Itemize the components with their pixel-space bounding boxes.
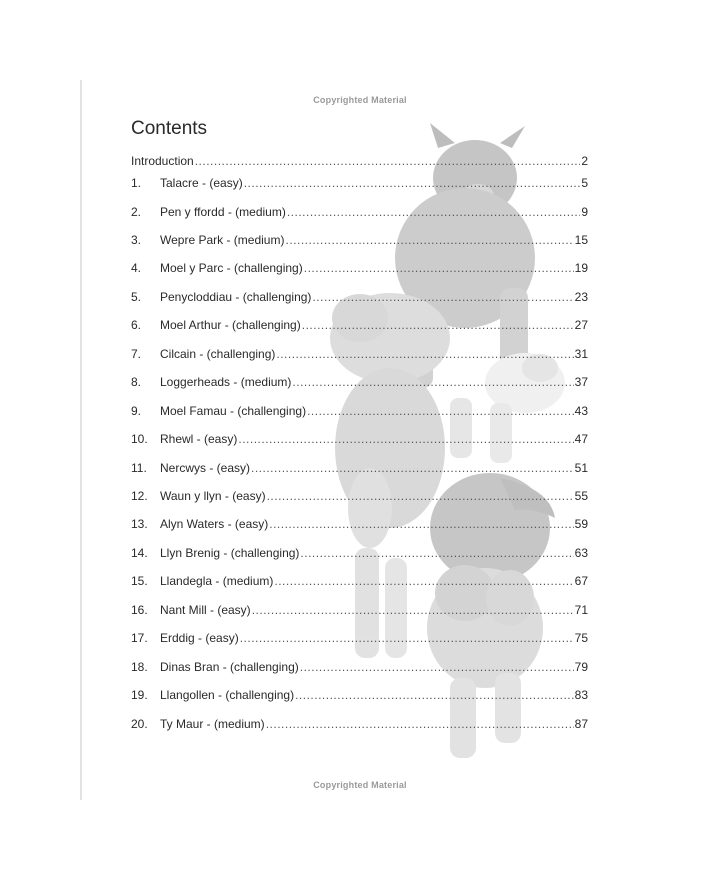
dot-leader — [295, 688, 574, 702]
toc-entry[interactable] — [131, 574, 588, 592]
toc-entry-number: 9. — [131, 403, 142, 418]
dot-leader — [285, 233, 573, 247]
toc-entry-number: 5. — [131, 289, 142, 304]
toc-entry-number: 3. — [131, 232, 142, 247]
dot-leader — [292, 375, 573, 389]
toc-entry-page: 75 — [574, 631, 588, 646]
toc-entry-title: Nant Mill - (easy) — [160, 602, 251, 617]
toc-entry-title: Loggerheads - (medium) — [160, 375, 292, 390]
dot-leader — [238, 432, 573, 446]
toc-entry-page: 37 — [574, 375, 588, 390]
toc-entry-page: 27 — [574, 318, 588, 333]
dot-leader — [307, 404, 574, 418]
dot-leader — [266, 717, 574, 731]
toc-entry[interactable] — [131, 432, 588, 450]
toc-entry-number: 10. — [131, 432, 148, 447]
dot-leader — [252, 603, 574, 617]
toc-entry-page: 79 — [574, 659, 588, 674]
toc-entry-title: Penycloddiau - (challenging) — [160, 289, 312, 304]
toc-entry-title: Wepre Park - (medium) — [160, 232, 285, 247]
toc-entry[interactable] — [131, 603, 588, 621]
toc-entry-number: 6. — [131, 318, 142, 333]
toc-entry-title: Cilcain - (challenging) — [160, 346, 276, 361]
dot-leader — [300, 660, 574, 674]
toc-entry-number: 16. — [131, 602, 148, 617]
toc-entry-number: 8. — [131, 375, 142, 390]
dot-leader — [302, 318, 574, 332]
dot-leader — [240, 631, 574, 645]
toc-entry-title: Moel Famau - (challenging) — [160, 403, 307, 418]
toc-entry-page: 15 — [574, 232, 588, 247]
toc-entry-page: 2 — [581, 154, 588, 168]
toc-entry-page: 23 — [574, 289, 588, 304]
toc-entry-number: 19. — [131, 688, 148, 703]
toc-entry-page: 31 — [574, 346, 588, 361]
contents-title: Contents — [131, 118, 208, 139]
toc-entry-title: Dinas Bran - (challenging) — [160, 659, 299, 674]
toc-entry-title: Llandegla - (medium) — [160, 574, 274, 589]
toc-entry-title: Llangollen - (challenging) — [160, 688, 295, 703]
toc-entry-page: 67 — [574, 574, 588, 589]
dot-leader — [312, 290, 573, 304]
toc-entry-title: Waun y llyn - (easy) — [160, 488, 266, 503]
toc-entry-title: Introduction — [131, 154, 194, 168]
dot-leader — [251, 461, 574, 475]
dot-leader — [267, 489, 574, 503]
toc-entry[interactable] — [131, 631, 588, 649]
toc-entry-title: Moel Arthur - (challenging) — [160, 318, 301, 333]
toc-entry[interactable] — [131, 517, 588, 535]
toc-entry-number: 20. — [131, 716, 148, 731]
toc-entry-page: 47 — [574, 432, 588, 447]
toc-entry[interactable] — [131, 717, 588, 735]
toc-entry-page: 71 — [574, 602, 588, 617]
toc-entry-title: Nercwys - (easy) — [160, 460, 251, 475]
toc-entry-title: Erddig - (easy) — [160, 631, 239, 646]
toc-entry-number: 12. — [131, 488, 148, 503]
toc-entry[interactable] — [131, 176, 588, 194]
toc-entry[interactable] — [131, 290, 588, 308]
dot-leader — [300, 546, 573, 560]
toc-entry-number: 14. — [131, 545, 148, 560]
toc-entry-number: 2. — [131, 204, 142, 219]
toc-entry-page: 59 — [574, 517, 588, 532]
dot-leader — [276, 347, 573, 361]
toc-entry[interactable] — [131, 375, 588, 393]
dot-leader — [269, 517, 573, 531]
dot-leader — [304, 261, 574, 275]
toc-entry-page: 63 — [574, 545, 588, 560]
toc-entry[interactable] — [131, 489, 588, 507]
toc-entry-page: 19 — [574, 261, 588, 276]
toc-entry-title: Alyn Waters - (easy) — [160, 517, 269, 532]
toc-entry-title: Rhewl - (easy) — [160, 432, 238, 447]
toc-entry-page: 5 — [581, 176, 588, 190]
toc-entry-number: 4. — [131, 261, 142, 276]
toc-entry-title: Llyn Brenig - (challenging) — [160, 545, 300, 560]
toc-entry-page: 43 — [574, 403, 588, 418]
toc-entry-introduction[interactable] — [131, 154, 588, 172]
copyright-header: Copyrighted Material — [313, 95, 407, 105]
toc-entry-number: 11. — [131, 460, 147, 475]
dot-leader — [244, 176, 581, 190]
toc-entry[interactable] — [131, 205, 588, 223]
toc-entry-number: 15. — [131, 574, 148, 589]
toc-entry-page: 9 — [581, 204, 588, 219]
toc-entry[interactable] — [131, 233, 588, 251]
toc-entry[interactable] — [131, 688, 588, 706]
page-edge — [80, 80, 82, 800]
toc-entry-page: 55 — [574, 488, 588, 503]
toc-entry-page: 83 — [574, 688, 588, 703]
toc-entry-number: 1. — [131, 176, 142, 190]
toc-entry-number: 17. — [131, 631, 148, 646]
toc-entry[interactable] — [131, 546, 588, 564]
toc-entry[interactable] — [131, 261, 588, 279]
toc-entry[interactable] — [131, 660, 588, 678]
toc-entry-title: Moel y Parc - (challenging) — [160, 261, 303, 276]
toc-entry-page: 87 — [574, 716, 588, 731]
toc-entry-title: Talacre - (easy) — [160, 176, 243, 190]
toc-entry-title: Pen y ffordd - (medium) — [160, 204, 286, 219]
toc-entry-title: Ty Maur - (medium) — [160, 716, 265, 731]
toc-entry-number: 18. — [131, 659, 148, 674]
toc-entry-number: 7. — [131, 346, 142, 361]
dot-leader — [195, 154, 581, 168]
toc-entry[interactable] — [131, 461, 588, 479]
toc-entry[interactable] — [131, 404, 588, 422]
dot-leader — [287, 205, 580, 219]
toc-entry[interactable] — [131, 347, 588, 365]
dot-leader — [274, 574, 573, 588]
copyright-footer: Copyrighted Material — [313, 780, 407, 790]
toc-entry-page: 51 — [574, 460, 588, 475]
toc-entry[interactable] — [131, 318, 588, 336]
toc-entry-number: 13. — [131, 517, 148, 532]
